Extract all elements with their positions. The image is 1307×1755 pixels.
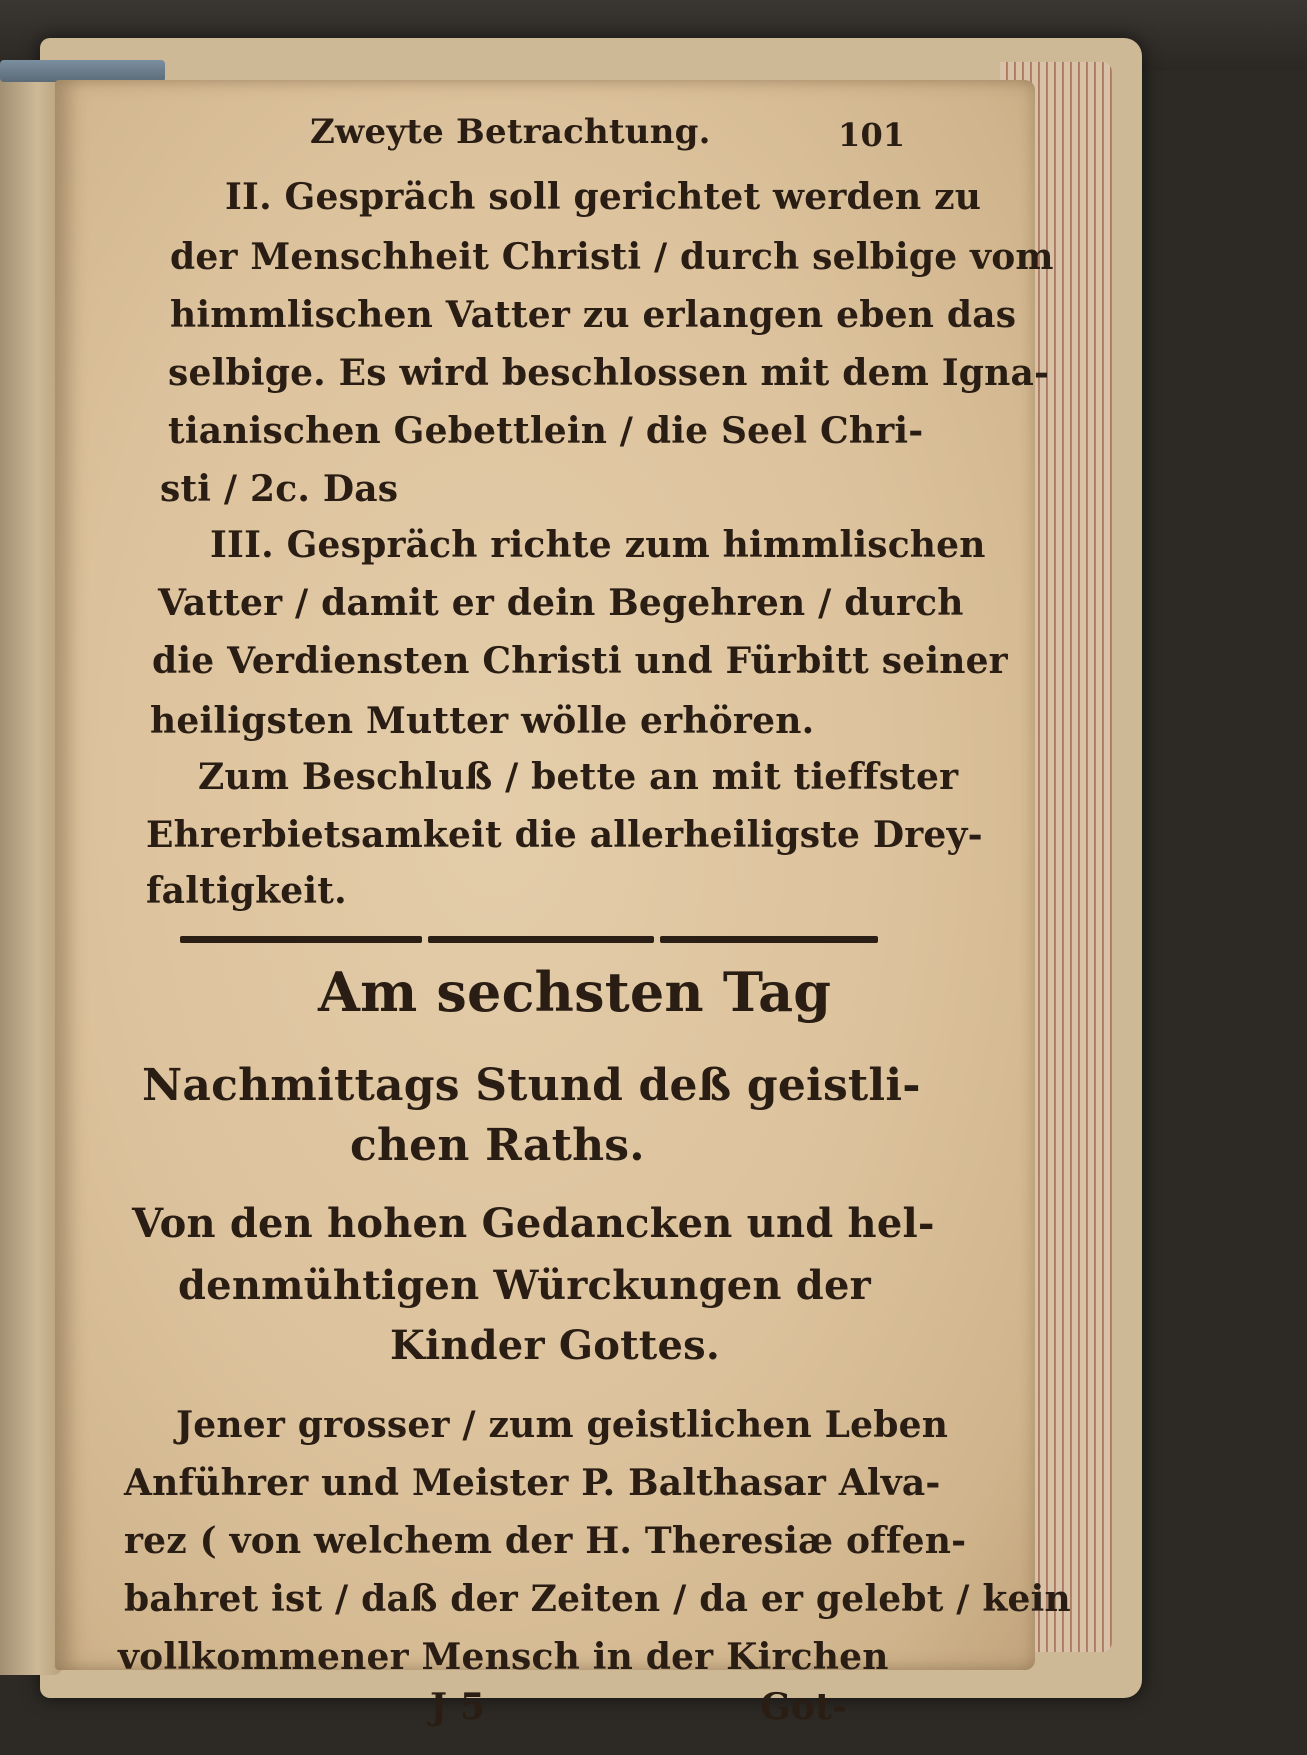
left-page-binding	[0, 60, 165, 82]
text-line: faltigkeit.	[146, 870, 347, 912]
text-line: heiligsten Mutter wölle erhören.	[150, 700, 815, 742]
section-rule	[180, 936, 422, 943]
text-line: die Verdiensten Christi und Fürbitt seiner	[152, 640, 1008, 682]
text-line: Ehrerbietsamkeit die allerheiligste Drey-	[146, 814, 983, 856]
signature-mark: J 5	[430, 1686, 486, 1728]
text-line: sti / 2c. Das	[160, 468, 399, 510]
text-line: III. Gespräch richte zum himmlischen	[210, 524, 986, 566]
section-rule	[660, 936, 878, 943]
text-line: II. Gespräch soll gerichtet werden zu	[225, 176, 982, 218]
page-number: 101	[838, 116, 906, 154]
text-line: der Menschheit Christi / durch selbige vom	[170, 236, 1054, 278]
section-heading: Kinder Gottes.	[390, 1322, 720, 1369]
text-line: rez ( von welchem der H. Theresiæ offen-	[124, 1520, 967, 1562]
section-title: Am sechsten Tag	[318, 960, 832, 1024]
text-line: Vatter / damit er dein Begehren / durch	[158, 582, 964, 624]
text-line: Zum Beschluß / bette an mit tieffster	[198, 756, 959, 798]
catchword: Got-	[760, 1686, 848, 1728]
text-line: selbige. Es wird beschlossen mit dem Igna-	[168, 352, 1050, 394]
text-line: vollkommener Mensch in der Kirchen	[118, 1636, 889, 1678]
text-line: himmlischen Vatter zu erlangen eben das	[170, 294, 1017, 336]
section-subtitle: Nachmittags Stund deß geistli-	[142, 1060, 921, 1111]
text-line: Anführer und Meister P. Balthasar Alva-	[124, 1462, 941, 1504]
section-heading: denmühtigen Würckungen der	[178, 1262, 871, 1309]
section-subtitle: chen Raths.	[350, 1120, 645, 1171]
section-heading: Von den hohen Gedancken und hel-	[132, 1200, 935, 1247]
text-line: Jener grosser / zum geistlichen Leben	[176, 1404, 949, 1446]
section-rule	[428, 936, 654, 943]
text-line: bahret ist / daß der Zeiten / da er gelebt / kein	[124, 1578, 1071, 1620]
running-head: Zweyte Betrachtung.	[310, 112, 711, 152]
text-line: tianischen Gebettlein / die Seel Chri-	[168, 410, 924, 452]
left-page	[0, 75, 62, 1675]
